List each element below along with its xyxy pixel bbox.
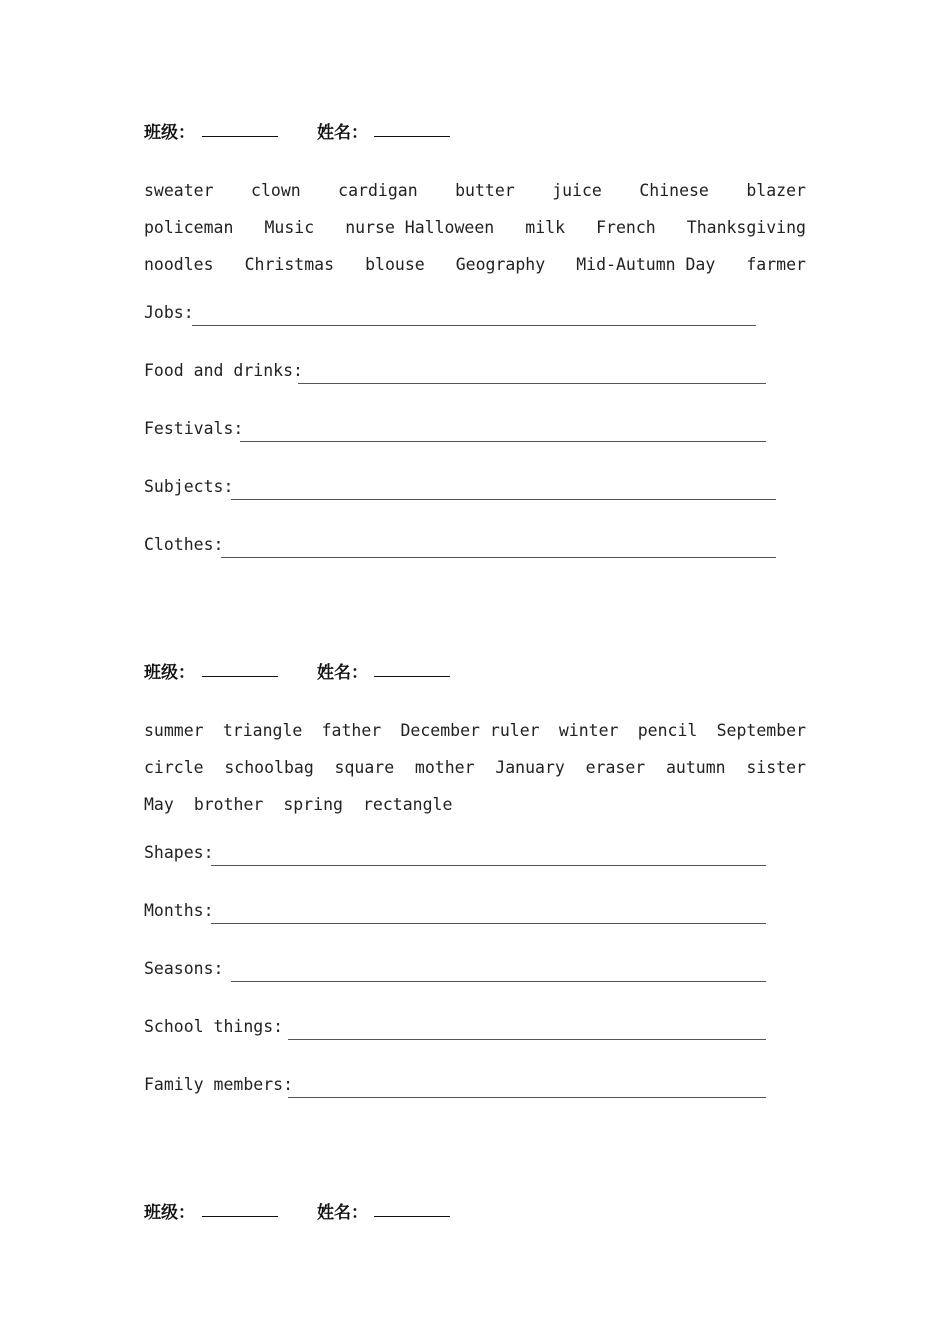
class-label: 班级： xyxy=(144,123,195,143)
word: square xyxy=(334,758,395,777)
word: schoolbag xyxy=(224,758,314,777)
category-label: Months: xyxy=(144,901,214,920)
word-bank xyxy=(144,712,806,823)
category-row xyxy=(144,835,806,893)
category-row xyxy=(144,1067,806,1125)
name-label: 姓名： xyxy=(317,663,368,683)
word: clown xyxy=(251,181,301,200)
word: Chinese xyxy=(639,181,709,200)
word-bank-line xyxy=(144,786,806,823)
word: Thanksgiving xyxy=(686,218,806,237)
answer-line[interactable] xyxy=(211,865,766,866)
word: summer xyxy=(144,721,204,740)
worksheet-section-2 xyxy=(144,654,806,1125)
answer-line[interactable] xyxy=(211,923,766,924)
answer-line[interactable] xyxy=(231,499,776,500)
category-label: Family members: xyxy=(144,1075,294,1094)
category-row xyxy=(144,951,806,1009)
word: mother xyxy=(414,758,475,777)
word: father xyxy=(321,721,382,740)
answer-line[interactable] xyxy=(231,981,766,982)
word: farmer xyxy=(746,255,806,274)
category-label: Festivals: xyxy=(144,419,244,438)
category-label: Food and drinks: xyxy=(144,361,303,380)
word: nurse Halloween xyxy=(345,218,495,237)
worksheet-section-3 xyxy=(144,1194,806,1224)
word: May xyxy=(144,795,174,814)
answer-line[interactable] xyxy=(240,441,766,442)
word: blouse xyxy=(365,255,425,274)
name-blank[interactable] xyxy=(374,136,450,137)
word-bank-line xyxy=(144,712,806,749)
category-row xyxy=(144,469,806,527)
word-bank-line xyxy=(144,246,806,283)
word: juice xyxy=(552,181,602,200)
word: Geography xyxy=(455,255,546,274)
name-blank[interactable] xyxy=(374,1216,450,1217)
category-row xyxy=(144,527,806,585)
word: January xyxy=(495,758,565,777)
word: noodles xyxy=(144,255,214,274)
word-bank-line xyxy=(144,209,806,246)
word: September xyxy=(716,721,806,740)
class-blank[interactable] xyxy=(202,1216,278,1217)
answer-line[interactable] xyxy=(298,383,766,384)
word: pencil xyxy=(637,721,698,740)
word: rectangle xyxy=(362,795,453,814)
word: cardigan xyxy=(338,181,418,200)
name-blank[interactable] xyxy=(374,676,450,677)
answer-line[interactable] xyxy=(288,1039,766,1040)
answer-line[interactable] xyxy=(288,1097,766,1098)
word: December ruler xyxy=(400,721,540,740)
category-row xyxy=(144,295,806,353)
student-info-header xyxy=(144,654,806,684)
word: Christmas xyxy=(244,255,335,274)
word: eraser xyxy=(585,758,646,777)
category-list xyxy=(144,835,806,1125)
class-label: 班级： xyxy=(144,1203,195,1223)
word: winter xyxy=(558,721,619,740)
student-info-header xyxy=(144,1194,806,1224)
category-list xyxy=(144,295,806,585)
category-row xyxy=(144,1009,806,1067)
word: butter xyxy=(455,181,515,200)
category-label: Clothes: xyxy=(144,535,224,554)
word: sister xyxy=(746,758,806,777)
answer-line[interactable] xyxy=(221,557,776,558)
word: Mid-Autumn Day xyxy=(576,255,716,274)
word-bank-line xyxy=(144,172,806,209)
name-label: 姓名： xyxy=(317,123,368,143)
class-label: 班级： xyxy=(144,663,195,683)
category-row xyxy=(144,411,806,469)
word: autumn xyxy=(665,758,726,777)
word: triangle xyxy=(222,721,303,740)
word: Music xyxy=(264,218,315,237)
word-bank xyxy=(144,172,806,283)
word: policeman xyxy=(144,218,234,237)
category-label: Subjects: xyxy=(144,477,234,496)
answer-line[interactable] xyxy=(192,325,756,326)
name-label: 姓名： xyxy=(317,1203,368,1223)
student-info-header xyxy=(144,114,806,144)
category-label: Seasons: xyxy=(144,959,224,978)
category-row xyxy=(144,353,806,411)
word-bank-line xyxy=(144,749,806,786)
category-row xyxy=(144,893,806,951)
word: blazer xyxy=(746,181,806,200)
word: sweater xyxy=(144,181,214,200)
class-blank[interactable] xyxy=(202,676,278,677)
worksheet-section-1 xyxy=(144,114,806,585)
word: French xyxy=(596,218,656,237)
class-blank[interactable] xyxy=(202,136,278,137)
word: milk xyxy=(525,218,566,237)
word: spring xyxy=(283,795,343,814)
category-label: Shapes: xyxy=(144,843,214,862)
category-label: Jobs: xyxy=(144,303,194,322)
category-label: School things: xyxy=(144,1017,284,1036)
word: circle xyxy=(144,758,204,777)
word: brother xyxy=(193,795,264,814)
